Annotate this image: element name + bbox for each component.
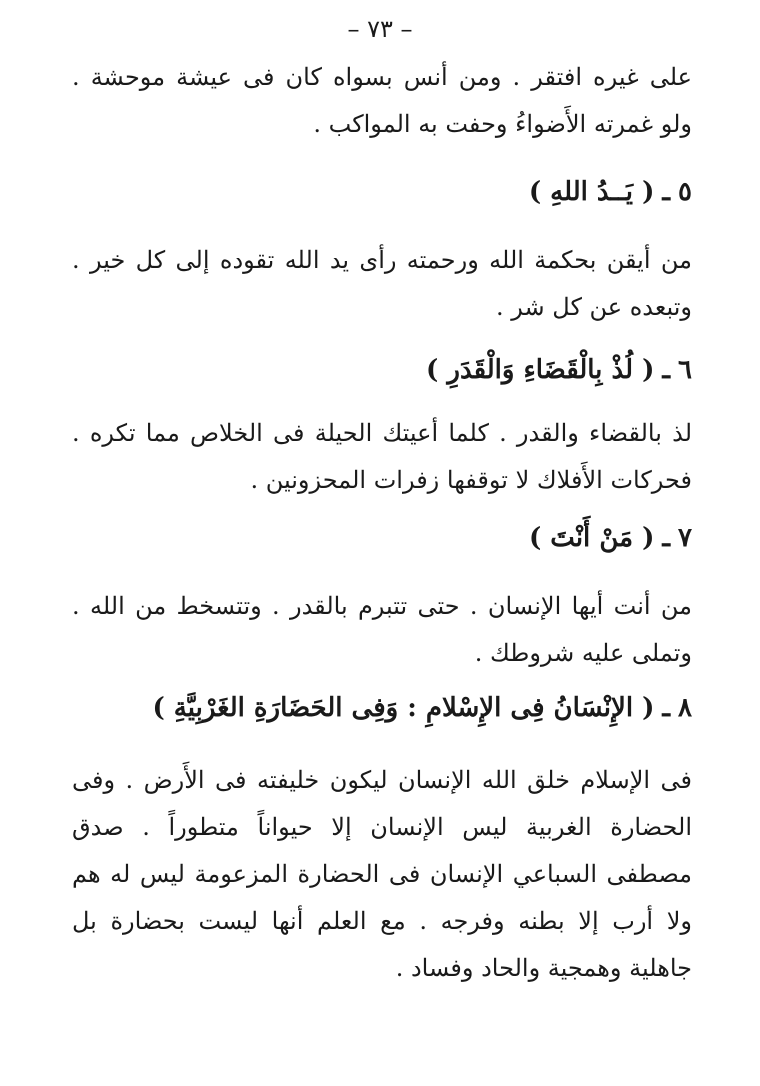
heading-title: ( الإِنْسَانُ فِى الإِسْلامِ : وَفِى الحَضَارَةِ الغَرْبِيَّةِ ) xyxy=(152,693,655,723)
heading-dash: ـ xyxy=(662,693,671,723)
heading-number: ٧ xyxy=(678,523,692,553)
page-number: – ٧٣ – xyxy=(347,15,413,43)
paragraph-section-5: من أيقن بحكمة الله ورحمته رأى يد الله تقوده إلى كل خير . وتبعده عن كل شر . xyxy=(72,246,692,321)
section-heading-8 xyxy=(72,688,692,728)
paragraph-intro: على غيره افتقر . ومن أنس بسواه كان فى عيشة موحشة . ولو غمرته الأَضواءُ وحفت به المواكب . xyxy=(72,63,692,138)
heading-title: ( يَــدُ اللهِ ) xyxy=(528,177,655,207)
heading-number: ٥ xyxy=(678,177,692,207)
section-heading-6 xyxy=(72,350,692,390)
heading-dash: ـ xyxy=(662,177,671,207)
paragraph-section-8: فى الإسلام خلق الله الإنسان ليكون خليفته فى الأَرض . وفى الحضارة الغربية ليس الإنسان إلا حيواناً متطوراً . صدق مصطفى السباعي الإنسان فى الحضارة المزعومة ليس له هم ولا أرب إلا بطنه وفرجه . مع العلم أنها ليست بحضارة بل جاهلية وهمجية والحاد وفساد . xyxy=(72,766,692,982)
heading-number: ٦ xyxy=(678,355,692,385)
heading-title: ( لُذْ بِالْقَضَاءِ وَالْقَدَرِ ) xyxy=(426,355,655,385)
paragraph-section-7: من أنت أيها الإنسان . حتى تتبرم بالقدر . وتتسخط من الله . وتملى عليه شروطك . xyxy=(72,592,692,667)
section-heading-7 xyxy=(72,518,692,558)
paragraph-section-6: لذ بالقضاء والقدر . كلما أعيتك الحيلة فى الخلاص مما تكره . فحركات الأَفلاك لا توقفها زفرات المحزونين . xyxy=(72,419,692,494)
section-heading-5 xyxy=(72,172,692,212)
heading-dash: ـ xyxy=(662,523,671,553)
heading-dash: ـ xyxy=(662,355,671,385)
heading-number: ٨ xyxy=(678,693,692,723)
heading-title: ( مَنْ أَنْتَ ) xyxy=(528,523,655,553)
